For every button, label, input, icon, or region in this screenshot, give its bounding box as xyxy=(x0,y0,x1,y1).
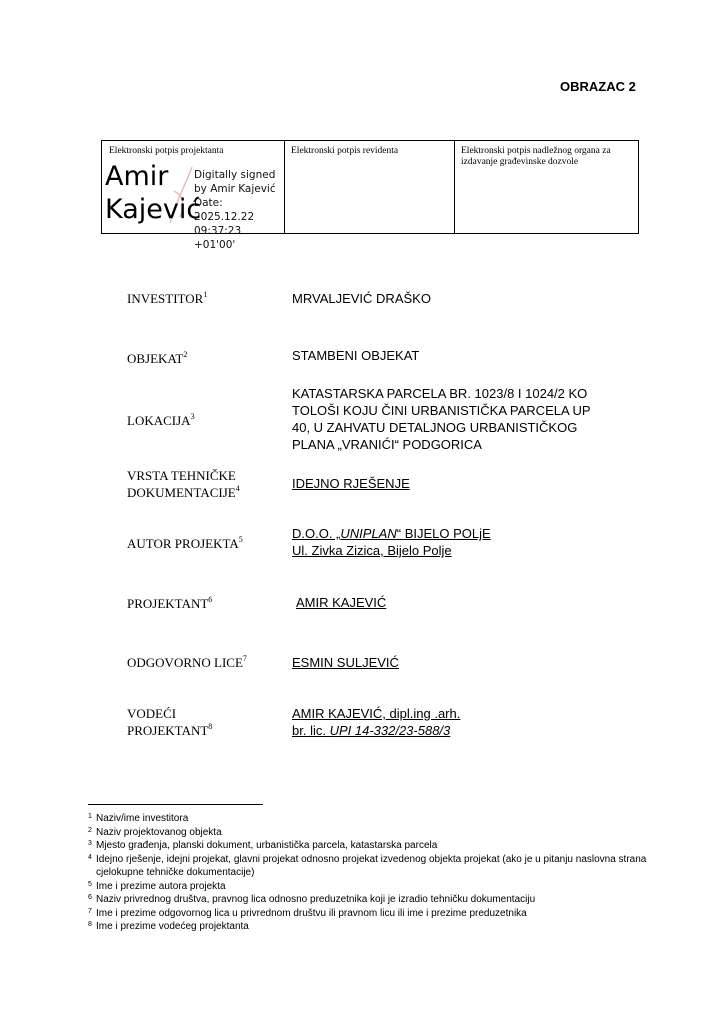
signature-detail-line: Digitally signed xyxy=(194,169,276,181)
location-value xyxy=(292,385,591,453)
footnote-ref: 5 xyxy=(238,534,243,544)
lead-designer-license: br. lic. UPI 14-332/23-588/3 xyxy=(292,723,451,738)
investor-label: INVESTITOR$^1$ xyxy=(127,289,208,306)
signature-details xyxy=(194,168,284,252)
signature-date: Date: 2025.12.22 xyxy=(194,197,255,223)
footnote: 7 Ime i prezime odgovornog lica u privrednom društvu ili pravnom licu ili ime i prezime preduzetnika xyxy=(88,907,527,919)
footnote: 5 Ime i prezime autora projekta xyxy=(88,880,226,892)
author-address: Ul. Zivka Zizica, Bijelo Polje xyxy=(292,543,452,558)
footnote-ref: 7 xyxy=(242,653,247,663)
footnote-ref: 4 xyxy=(235,483,240,493)
footnote-ref: 8 xyxy=(208,721,213,731)
author-label: AUTOR PROJEKTA$^5$ xyxy=(127,534,243,551)
object-value: STAMBENI OBJEKAT xyxy=(292,348,420,363)
signature-name xyxy=(105,160,201,226)
footnote: 3 Mjesto građenja, planski dokument, urbanistička parcela, katastarska parcela xyxy=(88,840,438,851)
footnote-ref: 2 xyxy=(183,349,188,359)
authority-signature-cell[interactable] xyxy=(454,141,638,233)
location-label: LOKACIJA$^3$ xyxy=(127,411,195,428)
footnote: 1 Naziv/ime investitora xyxy=(88,813,189,824)
lead-designer-name: AMIR KAJEVIĆ, dipl.ing .arh. xyxy=(292,706,461,721)
signature-table xyxy=(101,140,639,251)
author-company: D.O.O. „UNIPLAN“ BIJELO POLjE xyxy=(292,526,491,541)
footnote-ref: 3 xyxy=(190,411,195,421)
responsible-person-label: ODGOVORNO LICE$^7$ xyxy=(127,653,247,670)
signature-first-name: Amir xyxy=(105,161,169,192)
reviewer-signature-cell[interactable] xyxy=(284,141,454,233)
authority-signature-label: Elektronski potpis nadležnog organa za izdavanje građevinske dozvole xyxy=(461,146,611,167)
footnote: 6 Naziv privrednog društva, pravnog lica odnosno preduzetnika koji je izradio tehničku dokumentaciju xyxy=(88,894,536,905)
footnote: 2 Naziv projektovanog objekta xyxy=(88,826,222,838)
footnote: 8 Ime i prezime vodećeg projektanta xyxy=(88,921,249,932)
lead-designer-value xyxy=(292,705,460,739)
footnotes xyxy=(88,812,648,934)
doc-type-value: IDEJNO RJEŠENJE xyxy=(292,476,410,491)
location-line: 40, U ZAHVATU DETALJNOG URBANISTIČKOG xyxy=(292,420,578,435)
author-value xyxy=(292,525,491,559)
signature-time: 09:37:23 +01'00' xyxy=(194,225,242,251)
location-line: TOLOŠI KOJU ČINI URBANISTIČKA PARCELA UP xyxy=(292,403,591,418)
designer-value: AMIR KAJEVIĆ xyxy=(296,595,387,610)
footnote: 4 Idejno rješenje, idejni projekat, glavni projekat odnosno projekat izvedenog objekta projekat (ako je u pitanju naslovna strana cjelokupne tehničke dokumentacije) xyxy=(88,853,647,878)
investor-value: MRVALJEVIĆ DRAŠKO xyxy=(292,291,431,306)
footnote-ref: 6 xyxy=(208,594,213,604)
designer-label: PROJEKTANT$^6$ xyxy=(127,594,213,611)
responsible-person-value: ESMIN SULJEVIĆ xyxy=(292,655,399,670)
form-number: OBRAZAC 2 xyxy=(560,79,636,94)
signature-detail-line: by Amir Kajević xyxy=(194,183,276,195)
lead-designer-label: VODEĆI PROJEKTANT$^8$ xyxy=(127,706,213,738)
object-label: OBJEKAT$^2$ xyxy=(127,349,188,366)
designer-signature-cell[interactable] xyxy=(102,141,284,251)
doc-type-label: VRSTA TEHNIČKE DOKUMENTACIJE$^4$ xyxy=(127,468,240,500)
location-line: KATASTARSKA PARCELA BR. 1023/8 I 1024/2 KO xyxy=(292,386,588,401)
footnote-separator xyxy=(88,804,263,805)
signature-last-name: Kajević xyxy=(105,194,202,225)
location-line: PLANA „VRANIĆI“ PODGORICA xyxy=(292,437,482,452)
designer-signature-label: Elektronski potpis projektanta xyxy=(109,146,224,156)
reviewer-signature-label: Elektronski potpis revidenta xyxy=(291,146,399,156)
footnote-ref: 1 xyxy=(203,289,208,299)
